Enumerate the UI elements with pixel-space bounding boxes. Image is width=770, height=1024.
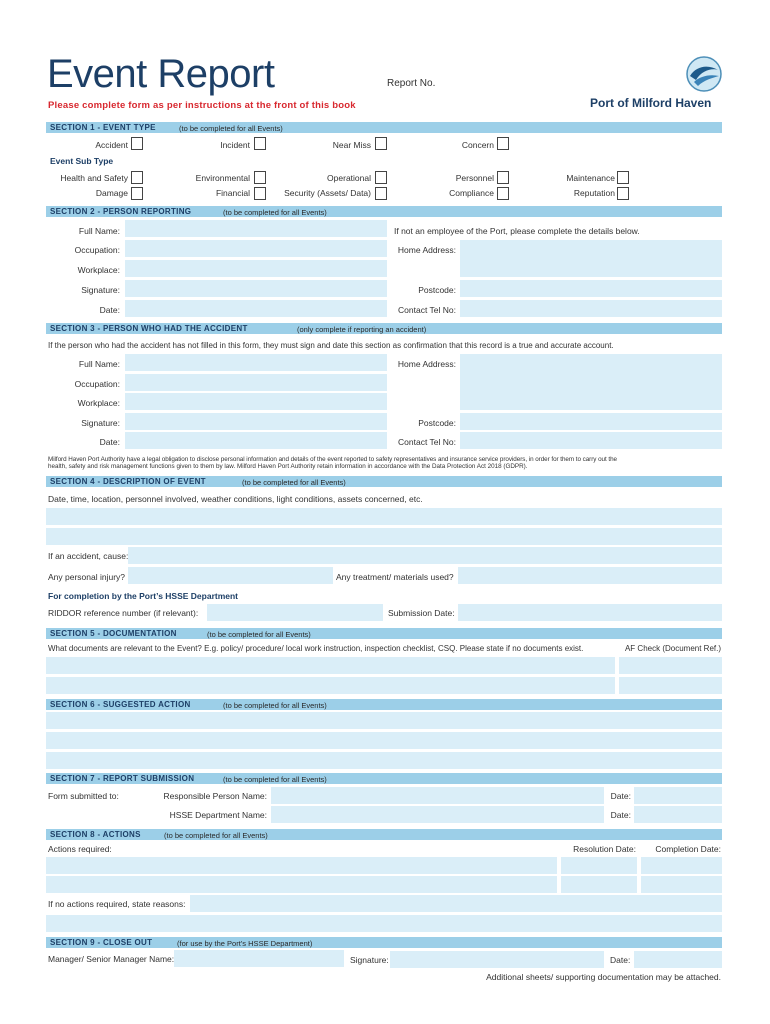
- s2-date-field[interactable]: [125, 300, 387, 317]
- s7-responsible-label: Responsible Person Name:: [163, 791, 267, 801]
- incident-label: Incident: [220, 140, 250, 150]
- s4-injury-label: Any personal injury?: [48, 572, 126, 582]
- accident-label: Accident: [95, 140, 128, 150]
- section-2-sub: (to be completed for all Events): [223, 207, 327, 217]
- s8-no-actions-label: If no actions required, state reasons:: [48, 899, 186, 909]
- s5-af-check-line-1[interactable]: [619, 657, 722, 674]
- s4-description-line-1[interactable]: [46, 508, 722, 525]
- s5-af-check-line-2[interactable]: [619, 677, 722, 694]
- s4-description-line-2[interactable]: [46, 528, 722, 545]
- concern-label: Concern: [461, 140, 494, 150]
- section-4-sub: (to be completed for all Events): [242, 477, 346, 487]
- s8-no-actions-field[interactable]: [190, 895, 722, 912]
- s3-contact-label: Contact Tel No:: [398, 437, 456, 447]
- s3-postcode-field[interactable]: [460, 413, 722, 430]
- port-logo-icon: [686, 56, 722, 92]
- section-3-sub: (only complete if reporting an accident): [297, 324, 427, 334]
- s3-full-name-label: Full Name:: [78, 359, 120, 369]
- health-safety-checkbox[interactable]: [131, 171, 143, 184]
- section-1-sub: (to be completed for all Events): [179, 123, 283, 133]
- s4-cause-label: If an accident, cause:: [48, 551, 129, 561]
- s3-occupation-field[interactable]: [125, 374, 387, 391]
- s7-submitted-to-label: Form submitted to:: [48, 791, 119, 801]
- section-8-title: SECTION 8 - ACTIONS: [50, 830, 141, 839]
- section-4-title: SECTION 4 - DESCRIPTION OF EVENT: [50, 477, 206, 486]
- event-sub-type-title: Event Sub Type: [50, 156, 114, 166]
- operational-checkbox[interactable]: [375, 171, 387, 184]
- footer-note: Additional sheets/ supporting documentation may be attached.: [486, 972, 721, 982]
- environmental-checkbox[interactable]: [254, 171, 266, 184]
- operational-label: Operational: [327, 173, 371, 183]
- s3-full-name-field[interactable]: [125, 354, 387, 371]
- section-9-title: SECTION 9 - CLOSE OUT: [50, 938, 153, 947]
- legal-notice-line-2: health, safety and risk management functions given to them by law. Milford Haven Port Authority retain information in accordance with the Data Protection Act 2018 (GDPR).: [48, 463, 528, 470]
- s2-workplace-field[interactable]: [125, 260, 387, 277]
- s2-postcode-label: Postcode:: [418, 285, 456, 295]
- section-6-header: [46, 699, 722, 710]
- s3-postcode-label: Postcode:: [418, 418, 456, 428]
- section-1-title: SECTION 1 - EVENT TYPE: [50, 123, 156, 132]
- s4-submission-date-field[interactable]: [458, 604, 722, 621]
- s3-note: If the person who had the accident has not filled in this form, they must sign and date this section as confirmation that this record is a true and accurate account.: [48, 341, 614, 350]
- s4-riddor-field[interactable]: [207, 604, 383, 621]
- s2-home-address-field[interactable]: [460, 240, 722, 277]
- s2-contact-label: Contact Tel No:: [398, 305, 456, 315]
- s4-cause-field[interactable]: [128, 547, 722, 564]
- s9-signature-field[interactable]: [390, 951, 604, 968]
- maintenance-label: Maintenance: [566, 173, 615, 183]
- financial-checkbox[interactable]: [254, 187, 266, 200]
- s3-signature-field[interactable]: [125, 413, 387, 430]
- s4-riddor-label: RIDDOR reference number (if relevant):: [48, 608, 199, 618]
- s9-date-field[interactable]: [634, 951, 722, 968]
- section-7-title: SECTION 7 - REPORT SUBMISSION: [50, 774, 195, 783]
- section-4-header: [46, 476, 722, 487]
- compliance-checkbox[interactable]: [497, 187, 509, 200]
- s4-submission-date-label: Submission Date:: [388, 608, 455, 618]
- s7-hsse-name-field[interactable]: [271, 806, 604, 823]
- section-3-header: [46, 323, 722, 334]
- s3-date-label: Date:: [99, 437, 120, 447]
- s9-signature-label: Signature:: [350, 955, 389, 965]
- near-miss-label: Near Miss: [332, 140, 371, 150]
- s4-hsse-title: For completion by the Port’s HSSE Department: [48, 591, 239, 601]
- s8-resolution-line-1[interactable]: [561, 857, 637, 874]
- s8-action-line-1[interactable]: [46, 857, 557, 874]
- s6-action-line-1[interactable]: [46, 712, 722, 729]
- section-7-sub: (to be completed for all Events): [223, 774, 327, 784]
- s3-date-field[interactable]: [125, 432, 387, 449]
- s8-resolution-label: Resolution Date:: [573, 844, 636, 854]
- page-title: Event Report: [47, 52, 275, 96]
- section-9-sub: (for use by the Port’s HSSE Department): [177, 938, 313, 948]
- instruction-text: Please complete form as per instructions at the front of this book: [48, 100, 356, 111]
- s8-actions-required-label: Actions required:: [48, 844, 112, 854]
- s7-date-1-label: Date:: [610, 791, 631, 801]
- s8-completion-line-1[interactable]: [641, 857, 722, 874]
- environmental-label: Environmental: [195, 173, 250, 183]
- s2-occupation-field[interactable]: [125, 240, 387, 257]
- s8-resolution-line-2[interactable]: [561, 876, 637, 893]
- s7-responsible-field[interactable]: [271, 787, 604, 804]
- accident-checkbox[interactable]: [131, 137, 143, 150]
- s7-date-1-field[interactable]: [634, 787, 722, 804]
- section-3-title: SECTION 3 - PERSON WHO HAD THE ACCIDENT: [50, 324, 248, 333]
- financial-label: Financial: [215, 188, 250, 198]
- s4-treatment-label: Any treatment/ materials used?: [336, 572, 454, 582]
- section-6-sub: (to be completed for all Events): [223, 700, 327, 710]
- maintenance-checkbox[interactable]: [617, 171, 629, 184]
- s3-home-address-label: Home Address:: [397, 359, 456, 369]
- s7-hsse-name-label: HSSE Department Name:: [169, 810, 267, 820]
- s4-treatment-field[interactable]: [458, 567, 722, 584]
- s5-documents-line-2[interactable]: [46, 677, 615, 694]
- s8-action-line-2[interactable]: [46, 876, 557, 893]
- s2-postcode-field[interactable]: [460, 280, 722, 297]
- s5-documents-line-1[interactable]: [46, 657, 615, 674]
- s5-question: What documents are relevant to the Event? E.g. policy/ procedure/ local work instruction, inspection checklist, CSQ. Please state if no documents exist.: [48, 644, 584, 653]
- s3-signature-label: Signature:: [81, 418, 120, 428]
- s9-manager-label: Manager/ Senior Manager Name:: [48, 954, 175, 964]
- section-6-title: SECTION 6 - SUGGESTED ACTION: [50, 700, 191, 709]
- s9-date-label: Date:: [610, 955, 631, 965]
- s2-contact-field[interactable]: [460, 300, 722, 317]
- s2-home-address-label: Home Address:: [397, 245, 456, 255]
- concern-checkbox[interactable]: [497, 137, 509, 150]
- s2-full-name-field[interactable]: [125, 220, 387, 237]
- s4-description-prompt: Date, time, location, personnel involved, weather conditions, light conditions, assets concerned, etc.: [48, 494, 423, 504]
- s2-occupation-label: Occupation:: [74, 245, 120, 255]
- section-2-title: SECTION 2 - PERSON REPORTING: [50, 207, 192, 216]
- section-5-header: [46, 628, 722, 639]
- s8-completion-line-2[interactable]: [641, 876, 722, 893]
- s2-employee-note: If not an employee of the Port, please complete the details below.: [394, 226, 640, 236]
- report-no-label: Report No.: [387, 78, 436, 89]
- org-name: Port of Milford Haven: [590, 96, 712, 110]
- s2-signature-label: Signature:: [81, 285, 120, 295]
- s2-signature-field[interactable]: [125, 280, 387, 297]
- reputation-label: Reputation: [573, 188, 615, 198]
- near-miss-checkbox[interactable]: [375, 137, 387, 150]
- section-9-header: [46, 937, 722, 948]
- personnel-label: Personnel: [455, 173, 494, 183]
- s3-workplace-field[interactable]: [125, 393, 387, 410]
- health-safety-label: Health and Safety: [60, 173, 128, 183]
- damage-label: Damage: [95, 188, 128, 198]
- s6-action-line-3[interactable]: [46, 752, 722, 769]
- s2-full-name-label: Full Name:: [78, 226, 120, 236]
- section-1-header: [46, 122, 722, 133]
- section-5-title: SECTION 5 - DOCUMENTATION: [50, 629, 177, 638]
- s3-occupation-label: Occupation:: [74, 379, 120, 389]
- personnel-checkbox[interactable]: [497, 171, 509, 184]
- s3-workplace-label: Workplace:: [77, 398, 120, 408]
- incident-checkbox[interactable]: [254, 137, 266, 150]
- s6-action-line-2[interactable]: [46, 732, 722, 749]
- s3-home-address-field[interactable]: [460, 354, 722, 410]
- section-8-sub: (to be completed for all Events): [164, 830, 268, 840]
- section-8-header: [46, 829, 722, 840]
- security-checkbox[interactable]: [375, 187, 387, 200]
- s7-date-2-label: Date:: [610, 810, 631, 820]
- legal-notice-line-1: Milford Haven Port Authority have a legal obligation to disclose personal information and details of the event reported to safety representatives and insurance service providers, in order for them to carry out the: [48, 456, 617, 463]
- s8-completion-label: Completion Date:: [655, 844, 721, 854]
- section-2-header: [46, 206, 722, 217]
- section-5-sub: (to be completed for all Events): [207, 629, 311, 639]
- s4-injury-field[interactable]: [128, 567, 333, 584]
- compliance-label: Compliance: [449, 188, 494, 198]
- reputation-checkbox[interactable]: [617, 187, 629, 200]
- s8-no-actions-line-2[interactable]: [46, 915, 722, 932]
- s3-contact-field[interactable]: [460, 432, 722, 449]
- section-7-header: [46, 773, 722, 784]
- s2-workplace-label: Workplace:: [77, 265, 120, 275]
- security-label: Security (Assets/ Data): [284, 188, 371, 198]
- damage-checkbox[interactable]: [131, 187, 143, 200]
- s5-af-check-label: AF Check (Document Ref.): [624, 644, 721, 653]
- s9-manager-field[interactable]: [174, 950, 344, 967]
- s7-date-2-field[interactable]: [634, 806, 722, 823]
- s2-date-label: Date:: [99, 305, 120, 315]
